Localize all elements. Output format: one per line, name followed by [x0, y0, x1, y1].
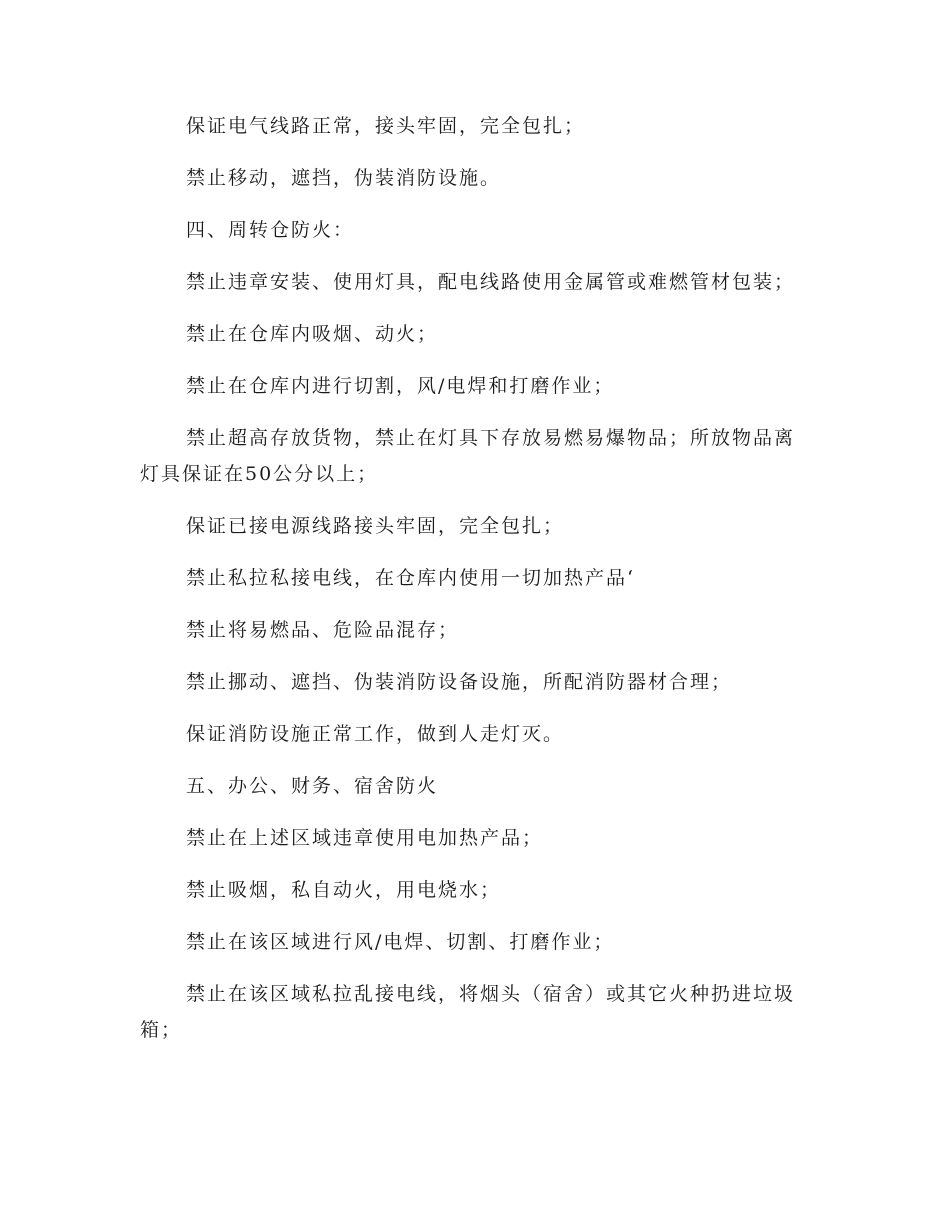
paragraph-13: 禁止吸烟，私自动火，用电烧水；: [186, 879, 502, 901]
paragraph-5: 禁止在仓库内进行切割，风/电焊和打磨作业；: [186, 375, 615, 397]
paragraph-11: 保证消防设施正常工作，做到人走灯灭。: [186, 723, 565, 745]
paragraph-4: 禁止在仓库内吸烟、动火；: [186, 323, 439, 345]
section-heading-4: 四、周转仓防火：: [186, 219, 355, 241]
paragraph-2: 禁止移动，遮挡，伪装消防设施。: [186, 167, 502, 189]
paragraph-15: 禁止在该区域私拉乱接电线，将烟头（宿舍）或其它火种扔进垃圾箱；: [140, 983, 796, 1041]
paragraph-14: 禁止在该区域进行风/电焊、切割、打磨作业；: [186, 931, 615, 953]
document-body: [140, 108, 800, 1064]
paragraph-6: 禁止超高存放货物，禁止在灯具下存放易燃易爆物品；所放物品离灯具保证在50公分以上；: [140, 427, 796, 485]
paragraph-9: 禁止将易燃品、危险品混存；: [186, 619, 460, 641]
paragraph-1: 保证电气线路正常，接头牢固，完全包扎；: [186, 115, 586, 137]
paragraph-3: 禁止违章安装、使用灯具，配电线路使用金属管或难燃管材包装；: [186, 271, 796, 293]
paragraph-8: 禁止私拉私接电线，在仓库内使用一切加热产品‘: [186, 567, 636, 589]
paragraph-10: 禁止挪动、遮挡、伪装消防设备设施，所配消防器材合理；: [186, 671, 733, 693]
paragraph-12: 禁止在上述区域违章使用电加热产品；: [186, 827, 544, 849]
paragraph-7: 保证已接电源线路接头牢固，完全包扎；: [186, 515, 565, 537]
section-heading-5: 五、办公、财务、宿舍防火: [186, 775, 439, 797]
